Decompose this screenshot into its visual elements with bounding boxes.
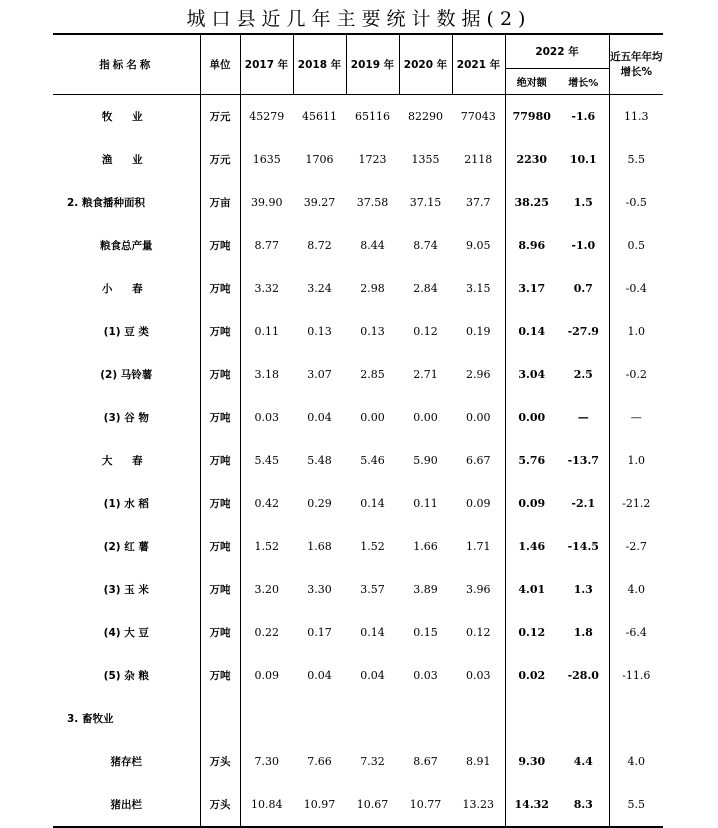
row-value-2017: 0.42 (254, 497, 279, 510)
row-indicator: 2. 粮食播种面积 (67, 197, 145, 209)
row-absolute-2022: 4.01 (505, 568, 558, 611)
row-value-2018: 3.30 (307, 583, 332, 596)
row-value-2017: 1635 (252, 153, 281, 166)
row-value-2020: 0.12 (413, 325, 438, 338)
row-five-year-average: 1.0 (609, 310, 663, 353)
row-value-2018: 8.72 (307, 239, 332, 252)
row-value-2018: 1706 (305, 153, 334, 166)
row-value-2020 (399, 697, 452, 740)
row-unit: 万吨 (200, 439, 240, 482)
row-value-2020: 0.11 (413, 497, 438, 510)
row-value-2019: 0.14 (360, 626, 385, 639)
row-value-2020: 82290 (408, 110, 443, 123)
row-value-2019: 65116 (355, 110, 390, 123)
row-value-2021: 0.00 (466, 411, 491, 424)
row-value-2017: 3.32 (254, 282, 279, 295)
table-row (53, 138, 663, 181)
row-value-2020: 8.74 (413, 239, 438, 252)
row-indicator: (5) 杂 粮 (103, 670, 149, 682)
row-indicator: 猪存栏 (110, 756, 142, 768)
row-growth-2022: -27.9 (567, 325, 599, 338)
table-header (53, 34, 663, 95)
row-value-2018: 0.04 (307, 669, 332, 682)
row-value-2017: 3.20 (254, 583, 279, 596)
row-growth-2022: 2.5 (573, 368, 593, 381)
row-value-2021: 3.15 (466, 282, 491, 295)
row-indicator: 3. 畜牧业 (67, 713, 114, 725)
row-indicator: (2) 马铃薯 (100, 369, 153, 381)
row-value-2020: 1355 (411, 153, 440, 166)
row-value-2019: 0.13 (360, 325, 385, 338)
row-value-2021: 3.96 (466, 583, 491, 596)
row-value-2017: 7.30 (254, 755, 279, 768)
row-value-2017: 5.45 (254, 454, 279, 467)
row-unit: 万吨 (200, 611, 240, 654)
header-year-2022: 2022 年 (505, 34, 609, 69)
row-value-2018: 1.68 (307, 540, 332, 553)
row-growth-2022: 1.8 (573, 626, 593, 639)
row-unit (200, 697, 240, 740)
row-value-2019: 1723 (358, 153, 387, 166)
row-value-2021: 0.03 (466, 669, 491, 682)
header-year-2020: 2020 年 (399, 34, 452, 95)
row-unit: 万元 (200, 95, 240, 139)
row-value-2017: 0.03 (254, 411, 279, 424)
row-five-year-average: 1.0 (609, 439, 663, 482)
row-value-2017: 8.77 (254, 239, 279, 252)
row-growth-2022 (558, 697, 609, 740)
row-growth-2022: -28.0 (567, 669, 599, 682)
row-five-year-average: -0.2 (609, 353, 663, 396)
row-value-2021: 1.71 (466, 540, 491, 553)
row-unit: 万吨 (200, 396, 240, 439)
row-growth-2022: -14.5 (567, 540, 599, 553)
table-row (53, 740, 663, 783)
table-row (53, 654, 663, 697)
row-value-2020: 0.15 (413, 626, 438, 639)
row-indicator: (3) 谷 物 (103, 412, 149, 424)
row-value-2019: 7.32 (360, 755, 385, 768)
row-value-2019 (346, 697, 399, 740)
row-value-2019: 8.44 (360, 239, 385, 252)
table-row (53, 353, 663, 396)
header-five-year-average: 近五年年均增长% (609, 34, 663, 95)
row-value-2018: 10.97 (303, 798, 336, 811)
row-value-2019: 0.04 (360, 669, 385, 682)
row-unit: 万吨 (200, 224, 240, 267)
row-absolute-2022: 77980 (505, 95, 558, 139)
header-indicator: 指标名称 (99, 59, 154, 71)
row-indicator: 粮食总产量 (100, 240, 153, 252)
row-five-year-average: — (609, 396, 663, 439)
table-row (53, 568, 663, 611)
row-unit: 万吨 (200, 310, 240, 353)
row-growth-2022: -13.7 (567, 454, 599, 467)
table-row (53, 439, 663, 482)
row-growth-2022: -1.6 (571, 110, 596, 123)
row-five-year-average: -0.5 (609, 181, 663, 224)
row-five-year-average: -2.7 (609, 525, 663, 568)
row-value-2021: 2.96 (466, 368, 491, 381)
row-five-year-average (609, 697, 663, 740)
header-year-2017: 2017 年 (240, 34, 293, 95)
row-unit: 万吨 (200, 525, 240, 568)
row-five-year-average: 11.3 (609, 95, 663, 139)
row-value-2017: 39.90 (251, 196, 283, 209)
row-absolute-2022: 5.76 (505, 439, 558, 482)
table-row (53, 697, 663, 740)
row-value-2020: 2.71 (413, 368, 438, 381)
row-value-2021: 0.12 (466, 626, 491, 639)
row-value-2018: 39.27 (303, 196, 336, 209)
table-row (53, 396, 663, 439)
row-value-2019: 3.57 (360, 583, 385, 596)
row-value-2021: 9.05 (466, 239, 491, 252)
row-value-2021: 37.7 (466, 196, 491, 209)
row-five-year-average: 0.5 (609, 224, 663, 267)
row-value-2020: 8.67 (413, 755, 438, 768)
statistics-table (53, 33, 663, 828)
row-value-2018: 0.17 (307, 626, 332, 639)
table-body (53, 95, 663, 828)
row-indicator: 猪出栏 (110, 799, 142, 811)
row-value-2019: 2.98 (360, 282, 385, 295)
row-unit: 万头 (200, 740, 240, 783)
row-value-2021: 77043 (460, 110, 496, 123)
row-five-year-average: 4.0 (609, 568, 663, 611)
row-five-year-average: -0.4 (609, 267, 663, 310)
row-five-year-average: 5.5 (609, 138, 663, 181)
row-value-2021: 0.19 (466, 325, 491, 338)
row-value-2021 (452, 697, 505, 740)
row-absolute-2022: 0.02 (505, 654, 558, 697)
row-indicator: (3) 玉 米 (103, 584, 149, 596)
row-absolute-2022: 0.09 (505, 482, 558, 525)
row-value-2020: 3.89 (413, 583, 438, 596)
row-value-2019: 37.58 (356, 196, 389, 209)
header-absolute: 绝对额 (505, 69, 558, 95)
row-value-2021: 13.23 (462, 798, 494, 811)
row-value-2017: 1.52 (254, 540, 279, 553)
table-row (53, 310, 663, 353)
row-value-2017: 45279 (249, 110, 285, 123)
table-row (53, 525, 663, 568)
row-growth-2022: 10.1 (569, 153, 597, 166)
row-value-2020: 0.03 (413, 669, 438, 682)
row-absolute-2022 (505, 697, 558, 740)
row-absolute-2022: 14.32 (505, 783, 558, 827)
row-growth-2022: 0.7 (573, 282, 593, 295)
row-value-2019: 0.14 (360, 497, 385, 510)
row-value-2018: 0.13 (307, 325, 332, 338)
row-value-2019: 5.46 (360, 454, 385, 467)
row-value-2018: 45611 (302, 110, 337, 123)
row-indicator: (1) 水 稻 (103, 498, 149, 510)
row-unit: 万吨 (200, 654, 240, 697)
header-year-2019: 2019 年 (346, 34, 399, 95)
row-five-year-average: -6.4 (609, 611, 663, 654)
row-value-2018: 0.04 (307, 411, 332, 424)
row-value-2020: 2.84 (413, 282, 438, 295)
row-value-2018: 0.29 (307, 497, 332, 510)
row-absolute-2022: 1.46 (505, 525, 558, 568)
row-absolute-2022: 0.00 (505, 396, 558, 439)
page-title: 城口县近几年主要统计数据(2) (186, 8, 532, 30)
table-row (53, 783, 663, 827)
row-five-year-average: -21.2 (609, 482, 663, 525)
row-indicator: 牧 业 (101, 111, 151, 123)
row-absolute-2022: 38.25 (505, 181, 558, 224)
row-value-2017: 0.22 (254, 626, 279, 639)
row-value-2018: 5.48 (307, 454, 332, 467)
row-value-2017: 0.09 (254, 669, 279, 682)
header-year-2021: 2021 年 (452, 34, 505, 95)
row-value-2018: 7.66 (307, 755, 332, 768)
row-absolute-2022: 3.04 (505, 353, 558, 396)
row-value-2020: 0.00 (413, 411, 438, 424)
row-value-2019: 2.85 (360, 368, 385, 381)
row-five-year-average: 4.0 (609, 740, 663, 783)
row-indicator: 渔 业 (101, 154, 151, 166)
header-growth: 增长% (568, 78, 599, 89)
row-value-2020: 5.90 (413, 454, 438, 467)
row-value-2021: 2118 (464, 153, 493, 166)
row-indicator: 小 春 (101, 283, 151, 295)
row-value-2018 (293, 697, 346, 740)
row-unit: 万亩 (200, 181, 240, 224)
row-unit: 万头 (200, 783, 240, 827)
table-row (53, 611, 663, 654)
table-row (53, 267, 663, 310)
row-growth-2022: 1.3 (573, 583, 593, 596)
table-row (53, 95, 663, 139)
row-growth-2022: — (577, 411, 589, 424)
row-unit: 万吨 (200, 267, 240, 310)
row-value-2019: 0.00 (360, 411, 385, 424)
row-absolute-2022: 3.17 (505, 267, 558, 310)
row-value-2020: 1.66 (413, 540, 438, 553)
table-row (53, 482, 663, 525)
row-indicator: (1) 豆 类 (103, 326, 149, 338)
row-indicator: (2) 红 薯 (103, 541, 149, 553)
row-five-year-average: -11.6 (609, 654, 663, 697)
row-value-2018: 3.24 (307, 282, 332, 295)
row-unit: 万吨 (200, 353, 240, 396)
row-growth-2022: -2.1 (571, 497, 596, 510)
row-absolute-2022: 0.12 (505, 611, 558, 654)
row-growth-2022: -1.0 (571, 239, 596, 252)
row-growth-2022: 1.5 (573, 196, 593, 209)
row-value-2017 (240, 697, 293, 740)
row-value-2020: 10.77 (409, 798, 442, 811)
row-unit: 万吨 (200, 568, 240, 611)
row-unit: 万元 (200, 138, 240, 181)
row-value-2019: 1.52 (360, 540, 385, 553)
row-growth-2022: 4.4 (573, 755, 593, 768)
row-value-2019: 10.67 (356, 798, 389, 811)
row-five-year-average: 5.5 (609, 783, 663, 827)
row-unit: 万吨 (200, 482, 240, 525)
row-value-2021: 6.67 (466, 454, 491, 467)
row-absolute-2022: 9.30 (505, 740, 558, 783)
row-indicator: 大 春 (101, 455, 151, 467)
row-indicator: (4) 大 豆 (103, 627, 149, 639)
row-growth-2022: 8.3 (573, 798, 593, 811)
row-value-2017: 10.84 (251, 798, 283, 811)
row-absolute-2022: 2230 (505, 138, 558, 181)
header-unit: 单位 (200, 34, 240, 95)
row-value-2017: 0.11 (254, 325, 279, 338)
row-value-2021: 0.09 (466, 497, 491, 510)
row-value-2017: 3.18 (254, 368, 279, 381)
header-year-2018: 2018 年 (293, 34, 346, 95)
table-row (53, 181, 663, 224)
row-value-2020: 37.15 (409, 196, 442, 209)
table-row (53, 224, 663, 267)
row-value-2021: 8.91 (466, 755, 491, 768)
row-absolute-2022: 0.14 (505, 310, 558, 353)
row-absolute-2022: 8.96 (505, 224, 558, 267)
row-value-2018: 3.07 (307, 368, 332, 381)
